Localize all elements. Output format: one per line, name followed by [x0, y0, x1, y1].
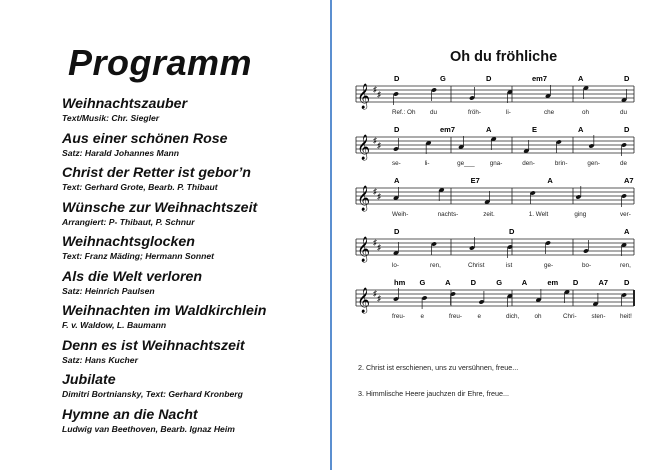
- lyric-syllable: zeit.: [483, 211, 495, 218]
- lyric-syllable: e: [477, 313, 482, 320]
- program-item-credit: F. v. Waldow, L. Baumann: [62, 320, 167, 330]
- program-title: Programm: [68, 42, 253, 83]
- chord-symbol: A7: [598, 278, 609, 287]
- lyric-syllable: li-: [506, 109, 511, 116]
- lyric-syllable: den-: [522, 160, 535, 167]
- program-item-name: Weihnachten im Waldkirchlein: [62, 303, 267, 319]
- chord-symbol: G: [440, 74, 446, 83]
- sharp-icon: ♯: [373, 289, 377, 298]
- chord-symbol: A7: [624, 176, 634, 185]
- program-item-credit: Text: Franz Mäding; Hermann Sonnet: [62, 251, 214, 261]
- program-item-credit: Satz: Heinrich Paulsen: [62, 285, 155, 296]
- treble-clef-icon: 𝄞: [357, 134, 371, 159]
- chord-symbol: em7: [532, 74, 548, 83]
- program-item: [62, 96, 327, 124]
- treble-clef-icon: 𝄞: [357, 287, 371, 312]
- chord-symbol: D: [486, 74, 492, 83]
- lyric-syllable: du: [620, 109, 628, 116]
- lyric-syllable: dich,: [506, 313, 520, 320]
- lyric-syllable: ge-: [544, 262, 554, 269]
- program-item-credit: Text/Musik: Chr. Siegler: [62, 113, 160, 123]
- lyric-syllable: oh: [582, 109, 590, 116]
- sharp-icon: ♯: [373, 85, 377, 94]
- lyric-syllable: se-: [392, 160, 401, 167]
- program-item-name: Christ der Retter ist gebor’n: [62, 165, 251, 181]
- lyric-syllable: fröh-: [468, 109, 481, 116]
- program-item-credit: Text: Gerhard Grote, Bearb. P. Thibaut: [62, 182, 218, 192]
- sharp-icon: ♯: [377, 141, 381, 150]
- lyric-syllable: Ref.: Oh: [392, 109, 416, 116]
- chord-symbol: A: [486, 125, 492, 134]
- chord-symbol: D: [394, 125, 400, 134]
- lyric-syllable: lo-: [392, 262, 399, 269]
- program-item: [62, 131, 327, 159]
- chord-symbol: G: [496, 278, 503, 287]
- program-item: [62, 372, 327, 400]
- program-item-name: Weihnachtszauber: [62, 96, 188, 112]
- lyric-syllable: ging: [574, 211, 587, 218]
- chord-symbol: A: [578, 125, 584, 134]
- program-item-name: Jubilate: [62, 372, 116, 388]
- lyric-syllable: gna-: [489, 160, 503, 167]
- treble-clef-icon: 𝄞: [357, 236, 371, 261]
- program-item-name: Aus einer schönen Rose: [62, 130, 228, 147]
- sharp-icon: ♯: [373, 238, 377, 247]
- lyric-syllable: che: [544, 109, 555, 116]
- program-item: [62, 303, 327, 331]
- program-item: [62, 407, 327, 435]
- lyric-syllable: heit!: [620, 313, 632, 320]
- lyric-syllable: freu-: [449, 313, 462, 320]
- verse-3: 3. Himmlische Heere jauchzen dir Ehre, freue...: [358, 389, 510, 398]
- chord-symbol: D: [572, 278, 579, 287]
- lyric-syllable: gen-: [587, 160, 601, 167]
- program-item-name: Weihnachtsglocken: [62, 234, 195, 250]
- chord-symbol: D: [470, 278, 477, 287]
- chord-symbol: A: [547, 176, 553, 185]
- program-item: [62, 165, 327, 193]
- program-item-name: Denn es ist Weihnachtszeit: [62, 337, 245, 354]
- lyric-syllable: Weih-: [392, 211, 409, 218]
- chord-symbol: D: [624, 74, 630, 83]
- program-page: [0, 0, 330, 470]
- lyric-syllable: e: [420, 313, 425, 320]
- chord-symbol: G: [419, 278, 426, 287]
- lyric-syllable: de: [620, 160, 628, 167]
- lyric-syllable: ren,: [620, 262, 631, 269]
- treble-clef-icon: 𝄞: [357, 185, 371, 210]
- program-item: [62, 269, 327, 297]
- program-list: [62, 96, 327, 441]
- program-item-credit: Arrangiert: P- Thibaut, P. Schnur: [62, 216, 195, 227]
- chord-symbol: D: [509, 227, 515, 236]
- lyric-syllable: ver-: [620, 211, 631, 218]
- program-item-name: Als die Welt verloren: [62, 268, 203, 285]
- page-divider: [330, 0, 332, 470]
- sharp-icon: ♯: [377, 294, 381, 303]
- chord-symbol: D: [624, 278, 630, 287]
- chord-symbol: E7: [470, 176, 480, 185]
- program-item-name: Hymne an die Nacht: [62, 406, 198, 423]
- program-item-credit: Ludwig van Beethoven, Bearb. Ignaz Heim: [62, 423, 235, 434]
- lyric-syllable: ist: [506, 262, 513, 269]
- chord-symbol: A: [445, 278, 451, 287]
- chord-symbol: em: [547, 278, 559, 287]
- chord-symbol: em7: [440, 125, 456, 134]
- verse-2: 2. Christ ist erschienen, uns zu versühnen, freue...: [358, 363, 519, 372]
- program-item-credit: Dimitri Bortniansky, Text: Gerhard Kronberg: [62, 389, 243, 399]
- lyric-syllable: du: [430, 109, 438, 116]
- program-item: [62, 338, 327, 366]
- treble-clef-icon: 𝄞: [357, 83, 371, 108]
- program-item-credit: Satz: Harald Johannes Mann: [62, 147, 179, 158]
- lyric-syllable: Christ: [468, 262, 485, 269]
- lyric-syllable: oh: [534, 313, 542, 320]
- program-item-credit: Satz: Hans Kucher: [62, 354, 138, 365]
- chord-symbol: A: [521, 278, 528, 287]
- program-item: [62, 234, 327, 262]
- chord-symbol: D: [624, 125, 630, 134]
- chord-symbol: A: [578, 74, 584, 83]
- chord-symbol: D: [394, 74, 400, 83]
- lyric-syllable: bo-: [582, 262, 592, 269]
- lyric-syllable: freu-: [392, 313, 405, 320]
- lyric-syllable: li-: [424, 160, 430, 167]
- program-item-name: Wünsche zur Weihnachtszeit: [62, 199, 258, 216]
- lyric-syllable: ge___: [457, 160, 475, 167]
- sheet-music: [350, 70, 640, 330]
- chord-symbol: A: [624, 227, 630, 236]
- chord-symbol: E: [532, 125, 538, 134]
- lyric-syllable: ren,: [430, 262, 441, 269]
- lyric-syllable: Chri-: [563, 313, 577, 320]
- sharp-icon: ♯: [373, 136, 377, 145]
- sharp-icon: ♯: [373, 187, 377, 196]
- sharp-icon: ♯: [377, 192, 381, 201]
- lyric-syllable: brin-: [554, 160, 568, 167]
- chord-symbol: A: [394, 176, 400, 185]
- lyric-syllable: nachts-: [437, 211, 459, 218]
- sharp-icon: ♯: [377, 90, 381, 99]
- lyric-syllable: 1. Welt: [528, 211, 549, 218]
- program-item: [62, 200, 327, 228]
- song-title: Oh du fröhliche: [450, 49, 558, 65]
- chord-symbol: D: [394, 227, 400, 236]
- lyric-syllable: sten-: [591, 313, 606, 320]
- chord-symbol: hm: [394, 278, 406, 287]
- sharp-icon: ♯: [377, 243, 381, 252]
